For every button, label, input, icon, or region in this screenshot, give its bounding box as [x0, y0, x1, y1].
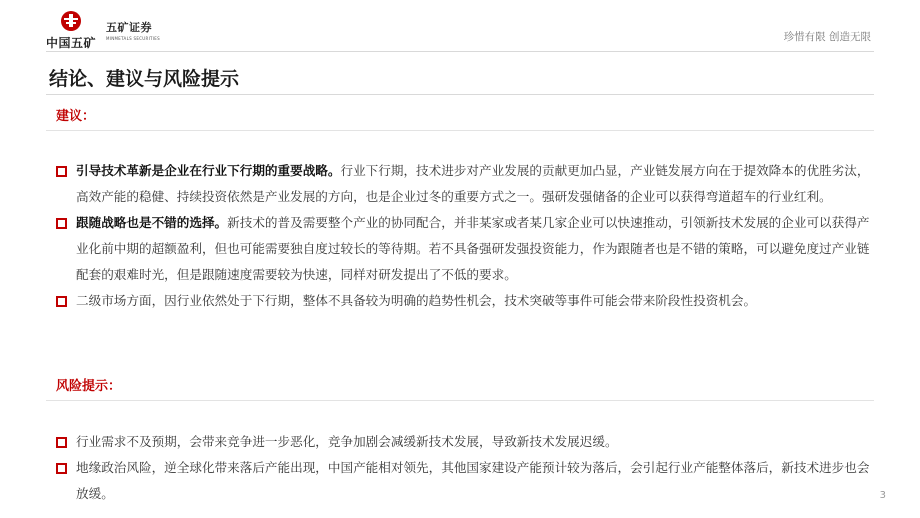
minmetals-emblem-icon: [58, 10, 84, 32]
title-divider: [46, 94, 874, 95]
list-item: [56, 429, 876, 455]
suggestions-label: 建议：: [56, 109, 96, 124]
slogan: 珍惜有限 创造无限: [783, 31, 871, 43]
item-text: 地缘政治风险，逆全球化带来落后产能出现，中国产能相对领先，其他国家建设产能预计较为落后，会引起行业产能整体落后，新技术进步也会放缓。: [76, 460, 870, 501]
header: [0, 0, 920, 52]
list-item: [56, 455, 876, 507]
securities-name: 五矿证券: [106, 21, 152, 34]
square-bullet-icon: [56, 463, 67, 474]
item-text: 二级市场方面，因行业依然处于下行期，整体不具备较为明确的趋势性机会，技术突破等事件可能会带来阶段性投资机会。: [76, 293, 757, 308]
risks-label: 风险提示：: [56, 379, 122, 394]
square-bullet-icon: [56, 437, 67, 448]
risks-list: [56, 429, 876, 507]
minmetals-logo: [46, 10, 98, 52]
square-bullet-icon: [56, 296, 67, 307]
header-divider: [46, 51, 874, 52]
page-number: 3: [879, 490, 886, 501]
page-title: 结论、建议与风险提示: [49, 68, 240, 90]
square-bullet-icon: [56, 218, 67, 229]
list-item: [56, 288, 876, 314]
item-text: 行业需求不及预期，会带来竞争进一步恶化，竞争加剧会减缓新技术发展，导致新技术发展迟缓。: [76, 434, 618, 449]
item-text: 行业下行期，技术进步对产业发展的贡献更加凸显，产业链发展方向在于提效降本的优胜劣汰，高效产能的稳健、持续投资依然是产业发展的方向，也是企业过冬的重要方式之一。强研发强储备的企业可以获得弯道超车的行业红利。: [76, 163, 870, 204]
securities-logo: [106, 19, 160, 41]
list-item: [56, 210, 876, 288]
list-item: [56, 158, 876, 210]
square-bullet-icon: [56, 166, 67, 177]
securities-en-name: MINMETALS SECURITIES: [106, 36, 160, 41]
item-text: 新技术的普及需要整个产业的协同配合，并非某家或者某几家企业可以快速推动，引领新技术发展的企业可以获得产业化前中期的超额盈利，但也可能需要独自度过较长的等待期。若不具备强研发强投资能力，作为跟随者也是不错的策略，可以避免度过产业链配套的艰难时光，但是跟随速度需要较为快速，同样对研发提出了不低的要求。: [76, 215, 870, 282]
item-bold-text: 引导技术革新是企业在行业下行期的重要战略。: [76, 163, 341, 178]
logo-text: 中国五矿: [46, 36, 97, 50]
suggestions-divider: [46, 130, 874, 131]
item-bold-text: 跟随战略也是不错的选择。: [76, 215, 228, 230]
suggestions-list: [56, 158, 876, 314]
risks-divider: [46, 400, 874, 401]
